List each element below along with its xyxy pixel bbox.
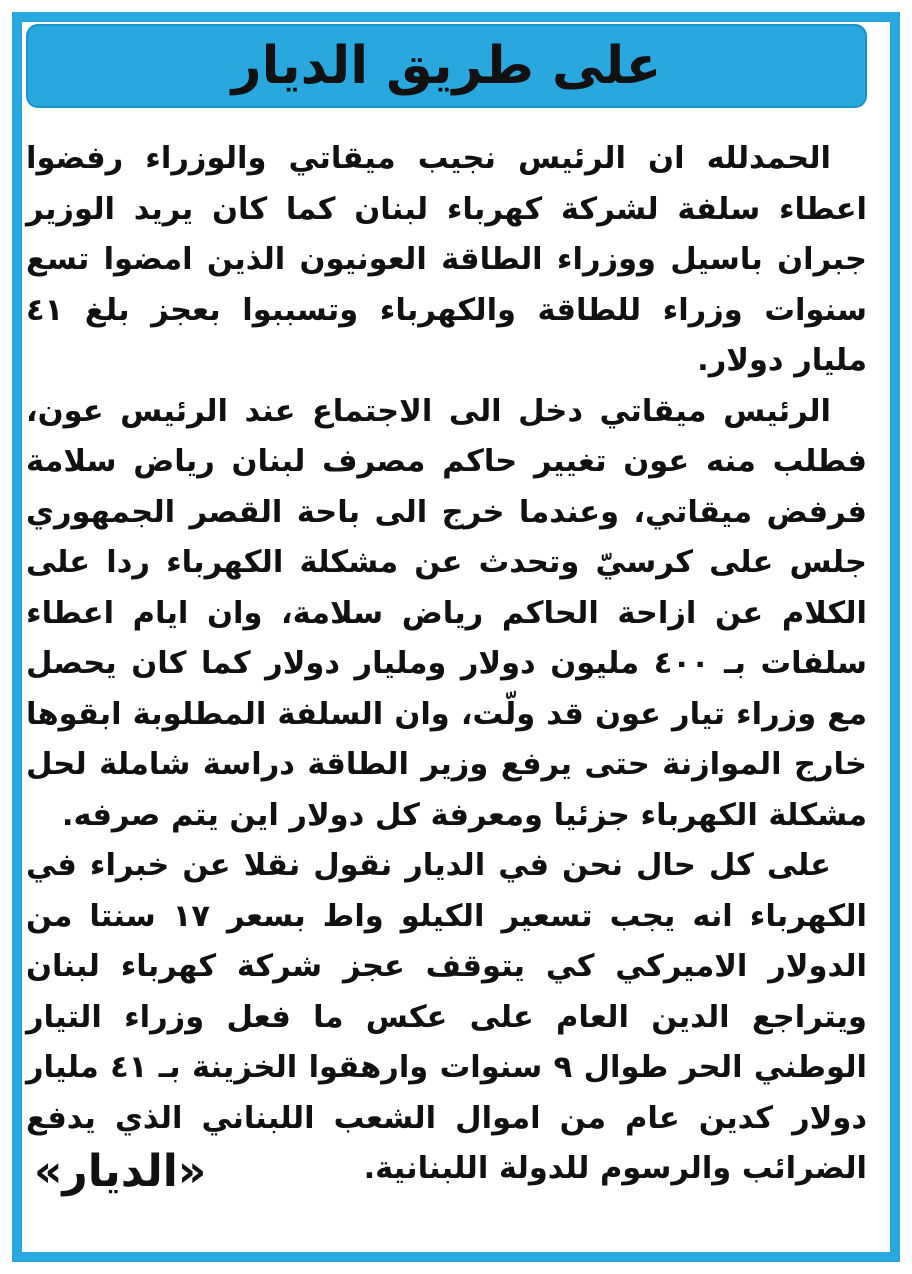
article-title: على طريق الديار [231, 36, 662, 96]
article-signature: «الديار» [34, 1146, 207, 1197]
article-body [26, 134, 867, 1195]
article-paragraph-1: الحمدلله ان الرئيس نجيب ميقاتي والوزراء رفضوا اعطاء سلفة لشركة كهرباء لبنان كما كان يريد الوزير جبران باسيل ووزراء الطاقة العونيون الذين امضوا تسع سنوات وزراء للطاقة والكهرباء وتسببوا بعجز بلغ ٤١ مليار دولار. [26, 141, 867, 378]
article-paragraph-2: الرئيس ميقاتي دخل الى الاجتماع عند الرئيس عون، فطلب منه عون تغيير حاكم مصرف لبنان رياض سلامة فرفض ميقاتي، وعندما خرج الى باحة القصر الجمهوري جلس على كرسيّ وتحدث عن مشكلة الكهرباء ردا على الكلام عن ازاحة الحاكم رياض سلامة، وان ايام اعطاء سلفات بـ ٤٠٠ مليون دولار ومليار دولار كما كان يحصل مع وزراء تيار عون قد ولّت، وان السلفة المطلوبة ابقوها خارج الموازنة حتى يرفع وزير الطاقة دراسة شاملة لحل مشكلة الكهرباء جزئيا ومعرفة كل دولار اين يتم صرفه. [26, 393, 867, 833]
title-banner [26, 24, 867, 108]
article-paragraph-3: على كل حال نحن في الديار نقول نقلا عن خبراء في الكهرباء انه يجب تسعير الكيلو واط بسعر ١٧ سنتا من الدولار الاميركي كي يتوقف عجز شركة كهرباء لبنان ويتراجع الدين العام على عكس ما فعل وزراء التيار الوطني الحر طوال ٩ سنوات وارهقوا الخزينة بـ ٤١ مليار دولار كدين عام من اموال الشعب اللبناني الذي يدفع الضرائب والرسوم للدولة اللبنانية. [26, 848, 867, 1186]
